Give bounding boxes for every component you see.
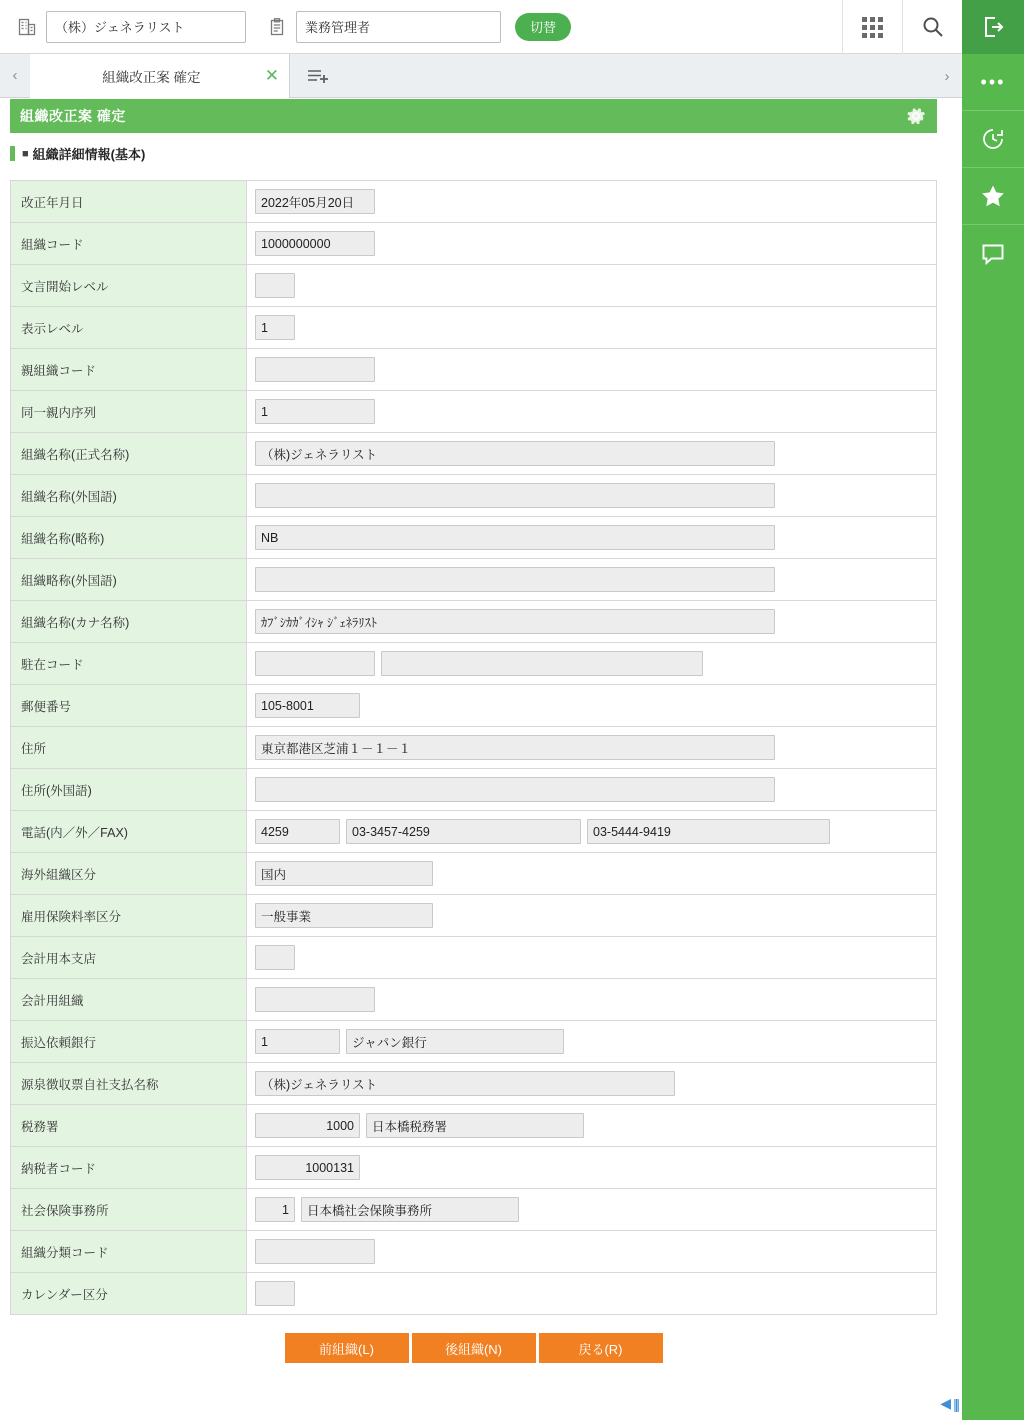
comment-icon[interactable]: [962, 225, 1024, 281]
sibling-order-input[interactable]: 1: [255, 399, 375, 424]
calendar-classification-input[interactable]: [255, 1281, 295, 1306]
footer-button-bar: [0, 1333, 947, 1363]
phone-external-input[interactable]: 03-3457-4259: [346, 819, 581, 844]
form-row: [11, 1231, 936, 1273]
form-row: [11, 1105, 936, 1147]
field-label: 組織名称(外国語): [11, 475, 247, 516]
switch-button[interactable]: 切替: [515, 13, 571, 41]
foreign-name-input[interactable]: [255, 483, 775, 508]
field-label: 社会保険事務所: [11, 1189, 247, 1230]
form-row: [11, 559, 936, 601]
section-accent-bar: [10, 146, 15, 161]
field-values: [247, 559, 936, 600]
field-values: [247, 601, 936, 642]
form-row: [11, 475, 936, 517]
next-organization-button[interactable]: 後組織(N): [412, 1333, 536, 1363]
overseas-classification-input[interactable]: 国内: [255, 861, 433, 886]
add-tab-icon[interactable]: [290, 54, 348, 97]
wording-start-level-input[interactable]: [255, 273, 295, 298]
field-label: 同一親内序列: [11, 391, 247, 432]
field-values: [247, 727, 936, 768]
left-arrow-icon: ◀: [940, 1395, 952, 1411]
tab-label: 組織改正案 確定: [102, 70, 201, 85]
field-label: 会計用組織: [11, 979, 247, 1020]
form-row: [11, 643, 936, 685]
tab-strip-empty-area: [348, 54, 962, 97]
tab-scroll-right-icon[interactable]: ›: [944, 67, 950, 85]
form-row: [11, 307, 936, 349]
field-values: [247, 895, 936, 936]
tax-office-name-input[interactable]: 日本橋税務署: [366, 1113, 584, 1138]
history-icon[interactable]: [962, 111, 1024, 167]
field-label: カレンダー区分: [11, 1273, 247, 1314]
form-row: [11, 181, 936, 223]
address-input[interactable]: 東京都港区芝浦１－１－１: [255, 735, 775, 760]
form-row: [11, 895, 936, 937]
tab-strip: [0, 54, 962, 98]
top-toolbar: [0, 0, 1024, 54]
search-icon[interactable]: [902, 0, 962, 54]
form-row: [11, 727, 936, 769]
field-label: 海外組織区分: [11, 853, 247, 894]
section-marker: ■: [22, 147, 29, 160]
field-values: [247, 937, 936, 978]
field-values: [247, 1105, 936, 1146]
form-row: [11, 433, 936, 475]
field-values: [247, 391, 936, 432]
postal-code-input[interactable]: 105-8001: [255, 693, 360, 718]
form-row: [11, 853, 936, 895]
form-row: [11, 979, 936, 1021]
field-values: [247, 475, 936, 516]
company-field[interactable]: （株）ジェネラリスト: [46, 11, 246, 43]
organization-detail-form: [10, 180, 937, 1315]
field-values: [247, 1189, 936, 1230]
handle-bars-icon: |||: [953, 1395, 958, 1412]
field-label: 会計用本支店: [11, 937, 247, 978]
field-label: 組織名称(正式名称): [11, 433, 247, 474]
field-label: 組織略称(外国語): [11, 559, 247, 600]
field-label: 文言開始レベル: [11, 265, 247, 306]
field-values: [247, 265, 936, 306]
field-label: 源泉徴収票自社支払名称: [11, 1063, 247, 1104]
field-label: 振込依頼銀行: [11, 1021, 247, 1062]
field-values: [247, 1021, 936, 1062]
foreign-short-name-input[interactable]: [255, 567, 775, 592]
form-row: [11, 1189, 936, 1231]
field-label: 駐在コード: [11, 643, 247, 684]
form-row: [11, 265, 936, 307]
field-label: 住所(外国語): [11, 769, 247, 810]
revision-date-input[interactable]: 2022年05月20日: [255, 189, 375, 214]
form-row: [11, 223, 936, 265]
star-icon[interactable]: [962, 168, 1024, 224]
field-values: [247, 433, 936, 474]
transfer-bank-code-input[interactable]: 1: [255, 1029, 340, 1054]
field-values: [247, 223, 936, 264]
back-button[interactable]: 戻る(R): [539, 1333, 663, 1363]
more-dots-glyph: •••: [980, 71, 1006, 92]
field-label: 納税者コード: [11, 1147, 247, 1188]
field-label: 組織名称(略称): [11, 517, 247, 558]
form-row: [11, 391, 936, 433]
foreign-address-input[interactable]: [255, 777, 775, 802]
residence-name-input[interactable]: [381, 651, 703, 676]
more-dots-icon[interactable]: [962, 54, 1024, 110]
apps-grid-dots: [862, 17, 883, 38]
page-header: [10, 99, 937, 133]
parent-organization-code-input[interactable]: [255, 357, 375, 382]
field-values: [247, 979, 936, 1020]
field-values: [247, 1147, 936, 1188]
field-label: 表示レベル: [11, 307, 247, 348]
gear-icon[interactable]: [905, 105, 927, 127]
field-label: 雇用保険料率区分: [11, 895, 247, 936]
official-name-input[interactable]: （株)ジェネラリスト: [255, 441, 775, 466]
residence-code-input[interactable]: [255, 651, 375, 676]
clipboard-icon: [264, 14, 290, 40]
short-name-input[interactable]: NB: [255, 525, 775, 550]
social-insurance-office-name-input[interactable]: 日本橋社会保険事務所: [301, 1197, 519, 1222]
form-row: [11, 685, 936, 727]
field-label: 改正年月日: [11, 181, 247, 222]
field-label: 組織名称(カナ名称): [11, 601, 247, 642]
logout-icon[interactable]: [962, 0, 1024, 54]
form-row: [11, 937, 936, 979]
social-insurance-office-code-input[interactable]: 1: [255, 1197, 295, 1222]
collapse-panel-handle[interactable]: [940, 1395, 958, 1412]
organization-category-code-input[interactable]: [255, 1239, 375, 1264]
field-values: [247, 769, 936, 810]
field-label: 住所: [11, 727, 247, 768]
accounting-organization-input[interactable]: [255, 987, 375, 1012]
phone-internal-input[interactable]: 4259: [255, 819, 340, 844]
withholding-payer-name-input[interactable]: （株)ジェネラリスト: [255, 1071, 675, 1096]
field-values: [247, 307, 936, 348]
field-label: 組織コード: [11, 223, 247, 264]
transfer-bank-name-input[interactable]: ジャパン銀行: [346, 1029, 564, 1054]
tab-scroll-left-icon[interactable]: ‹: [12, 67, 18, 84]
field-values: [247, 811, 936, 852]
form-row: [11, 349, 936, 391]
field-values: [247, 517, 936, 558]
form-row: [11, 811, 936, 853]
form-row: [11, 769, 936, 811]
field-label: 税務署: [11, 1105, 247, 1146]
right-sidebar: [962, 54, 1024, 1420]
field-values: [247, 1273, 936, 1314]
field-values: [247, 853, 936, 894]
field-values: [247, 181, 936, 222]
employment-insurance-rate-input[interactable]: 一般事業: [255, 903, 433, 928]
field-label: 電話(内／外／FAX): [11, 811, 247, 852]
tab-organization-revision[interactable]: [30, 54, 290, 98]
form-row: [11, 601, 936, 643]
section-title-label: 組織詳細情報(基本): [32, 147, 146, 162]
field-values: [247, 685, 936, 726]
field-label: 郵便番号: [11, 685, 247, 726]
organization-code-input[interactable]: 1000000000: [255, 231, 375, 256]
taxpayer-code-input[interactable]: 1000131: [255, 1155, 360, 1180]
form-row: [11, 1273, 936, 1315]
form-row: [11, 1021, 936, 1063]
field-label: 組織分類コード: [11, 1231, 247, 1272]
field-values: [247, 1063, 936, 1104]
previous-organization-button[interactable]: 前組織(L): [285, 1333, 409, 1363]
apps-grid-icon[interactable]: [842, 0, 902, 54]
kana-name-input[interactable]: ｶﾌﾞｼｶｶﾞｲｼｬ ｼﾞｪﾈﾗﾘｽﾄ: [255, 609, 775, 634]
accounting-branch-input[interactable]: [255, 945, 295, 970]
field-label: 親組織コード: [11, 349, 247, 390]
field-values: [247, 643, 936, 684]
form-row: [11, 517, 936, 559]
page-title: 組織改正案 確定: [20, 108, 126, 124]
building-icon: [14, 14, 40, 40]
field-values: [247, 349, 936, 390]
close-icon[interactable]: ✕: [264, 66, 279, 85]
tax-office-code-input[interactable]: 1000: [255, 1113, 360, 1138]
fax-input[interactable]: 03-5444-9419: [587, 819, 830, 844]
display-level-input[interactable]: 1: [255, 315, 295, 340]
field-values: [247, 1231, 936, 1272]
role-field[interactable]: 業務管理者: [296, 11, 501, 43]
form-row: [11, 1063, 936, 1105]
section-header: [10, 144, 145, 163]
form-row: [11, 1147, 936, 1189]
top-toolbar-right: [842, 0, 1024, 54]
